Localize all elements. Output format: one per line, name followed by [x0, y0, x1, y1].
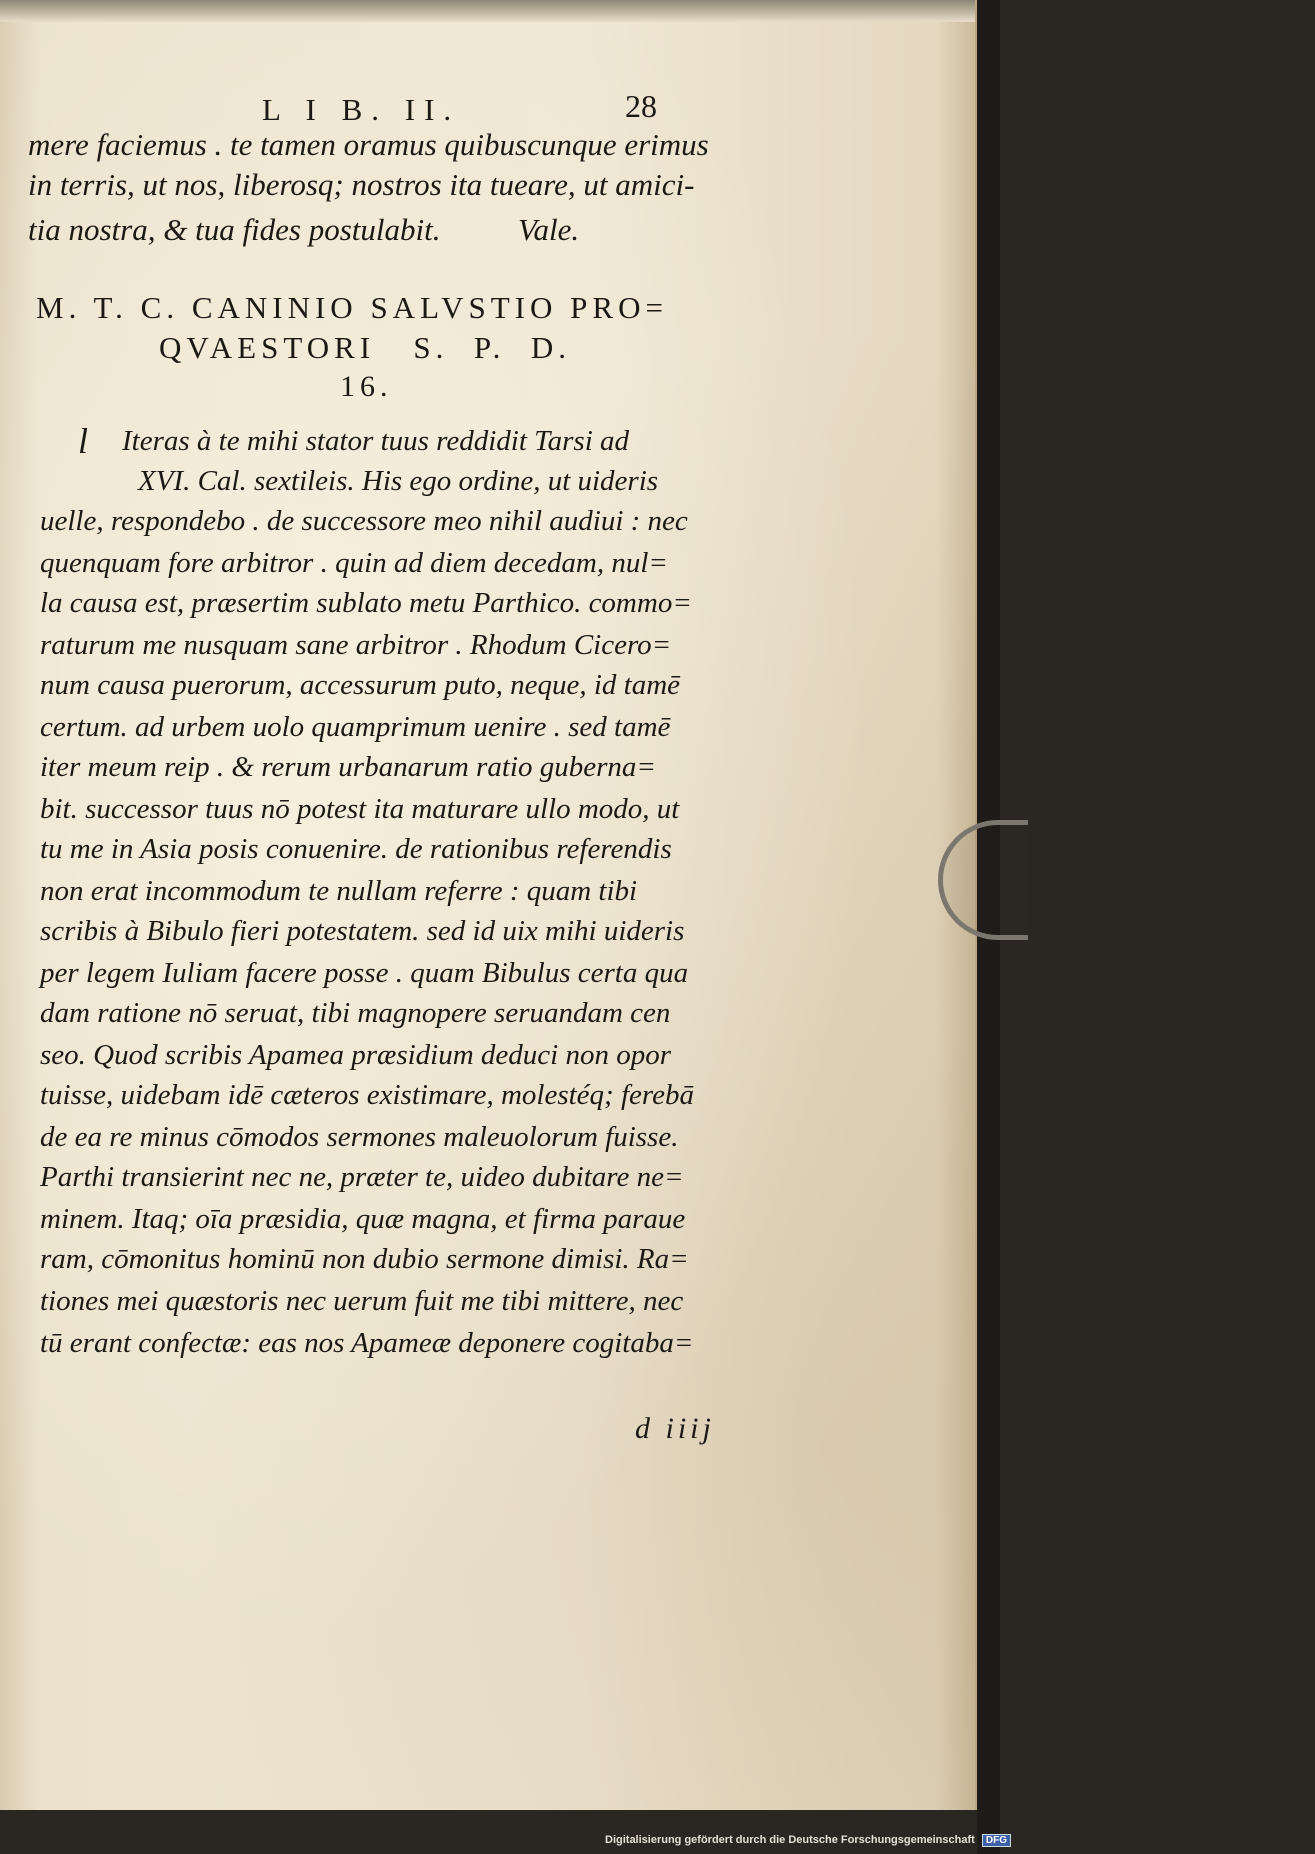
running-title: L I B. II.	[262, 92, 461, 127]
text-line: seo. Quod scribis Apamea præsidium deduci non opor	[40, 1039, 672, 1071]
text-line: uelle, respondebo . de successore meo nihil audiui : nec	[40, 505, 688, 537]
catchword: d iiij	[635, 1412, 715, 1445]
text-line: tu me in Asia posis conuenire. de rationibus referendis	[40, 833, 672, 865]
text-line: num causa puerorum, accessurum puto, neque, id tamē	[40, 669, 681, 701]
text-line: ram, cōmonitus hominū non dubio sermone dimisi. Ra=	[40, 1243, 689, 1275]
text-line: de ea re minus cōmodos sermones maleuolorum fuisse.	[40, 1121, 679, 1153]
text-line: scribis à Bibulo fieri potestatem. sed id uix mihi uideris	[40, 915, 685, 947]
text-line: bit. successor tuus nō potest ita maturare ullo modo, ut	[40, 793, 680, 825]
text-line: mere faciemus . te tamen oramus quibuscunque erimus	[28, 127, 709, 162]
text-line: dam ratione nō seruat, tibi magnopere seruandam cen	[40, 997, 671, 1029]
text-line: Parthi transierint nec ne, præter te, uideo dubitare ne=	[40, 1161, 684, 1193]
digitization-credit	[605, 1834, 1011, 1847]
text-line: in terris, ut nos, liberosq; nostros ita tueare, ut amici-	[28, 167, 695, 202]
text-line: quenquam fore arbitror . quin ad diem decedam, nul=	[40, 547, 668, 579]
text-line: raturum me nusquam sane arbitror . Rhodum Cicero=	[40, 629, 672, 661]
text-line: tia nostra, & tua fides postulabit. Vale.	[28, 212, 580, 247]
text-line: XVI. Cal. sextileis. His ego ordine, ut uideris	[138, 465, 659, 497]
letter-heading-line2: QVAESTORI S. P. D.	[159, 330, 572, 365]
text-line: tiones mei quæstoris nec uerum fuit me tibi mittere, nec	[40, 1285, 684, 1317]
text-line: tuisse, uidebam idē cæteros existimare, molestéq; ferebā	[40, 1079, 694, 1111]
folio-number: 28	[625, 88, 657, 124]
text-line: la causa est, præsertim sublato metu Parthico. commo=	[40, 587, 692, 619]
credit-text: Digitalisierung gefördert durch die Deutsche Forschungsgemeinschaft	[605, 1834, 975, 1846]
letter-number: 16.	[340, 370, 393, 403]
text-line: non erat incommodum te nullam referre : quam tibi	[40, 875, 638, 907]
text-line: tū erant confectæ: eas nos Apameæ deponere cogitaba=	[40, 1327, 694, 1359]
text-line: certum. ad urbem uolo quamprimum uenire . sed tamē	[40, 711, 671, 743]
initial-letter: l	[78, 421, 89, 461]
text-line: iter meum reip . & rerum urbanarum ratio guberna=	[40, 751, 656, 783]
dfg-logo: DFG	[982, 1834, 1011, 1847]
text-line: Iteras à te mihi stator tuus reddidit Tarsi ad	[122, 425, 630, 457]
letter-heading-line1: M. T. C. CANINIO SALVSTIO PRO=	[36, 290, 668, 325]
text-line: per legem Iuliam facere posse . quam Bibulus certa qua	[40, 957, 689, 989]
text-line: minem. Itaq; oīa præsidia, quæ magna, et firma paraue	[40, 1203, 686, 1235]
